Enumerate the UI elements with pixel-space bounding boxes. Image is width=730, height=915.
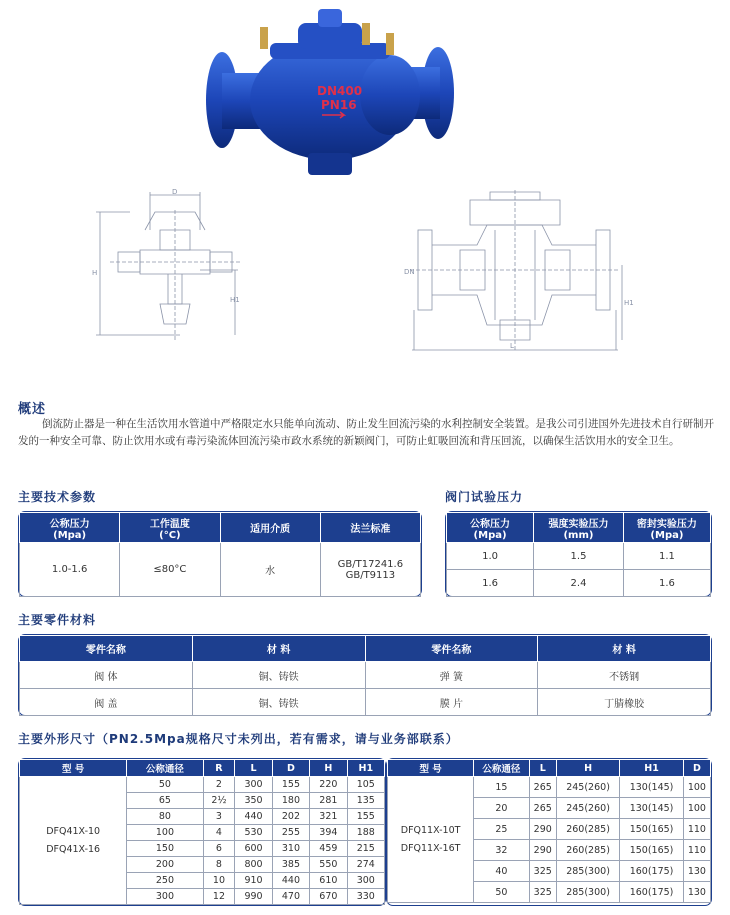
dim-model-cell: DFQ11X-10T DFQ11X-16T	[388, 777, 474, 903]
dim-cell: 3	[203, 809, 235, 825]
dim-cell: 440	[235, 809, 272, 825]
tech-cell-pressure: 1.0-1.6	[20, 543, 120, 597]
materials-table	[18, 634, 712, 716]
dim-cell: 260(285)	[556, 819, 619, 840]
materials-cell: 阀 体	[20, 662, 193, 689]
dim-cell: 670	[310, 889, 347, 905]
dim-cell: 250	[127, 873, 203, 889]
dim-cell: 50	[127, 777, 203, 793]
dim-cell: 160(175)	[620, 882, 683, 903]
dim-cell: 285(300)	[556, 861, 619, 882]
svg-text:DN: DN	[404, 268, 415, 276]
dim-header: 型 号	[388, 760, 474, 777]
dim-cell: 550	[310, 857, 347, 873]
dim-cell: 180	[272, 793, 309, 809]
valve-product-image	[200, 5, 460, 185]
materials-cell: 丁腈橡胶	[538, 689, 711, 716]
product-marking-pn: PN16	[321, 98, 357, 112]
dim-header: L	[529, 760, 556, 777]
dim-cell: 40	[474, 861, 529, 882]
dim-cell: 385	[272, 857, 309, 873]
tech-header-pressure: 公称压力 (Mpa)	[20, 513, 120, 543]
materials-cell: 弹 簧	[365, 662, 538, 689]
dim-cell: 2	[203, 777, 235, 793]
product-marking-dn: DN400	[317, 84, 363, 98]
dim-header: R	[203, 760, 235, 777]
dim-header: H1	[620, 760, 683, 777]
dim-cell: 290	[529, 819, 556, 840]
dim-cell: 600	[235, 841, 272, 857]
dim-cell: 265	[529, 777, 556, 798]
dim-cell: 100	[683, 798, 710, 819]
dim-cell: 105	[347, 777, 384, 793]
test-header-strength: 强度实验压力 (mm)	[534, 513, 624, 543]
dim-cell: 285(300)	[556, 882, 619, 903]
dim-cell: 110	[683, 819, 710, 840]
dim-cell: 155	[347, 809, 384, 825]
test-pressure-title: 阀门试验压力	[445, 490, 524, 504]
materials-title: 主要零件材料	[18, 613, 97, 627]
table-row	[20, 689, 711, 716]
dim-cell: 610	[310, 873, 347, 889]
dim-cell: 220	[310, 777, 347, 793]
svg-text:H: H	[92, 269, 98, 277]
dim-cell: 330	[347, 889, 384, 905]
dim-header: D	[683, 760, 710, 777]
materials-cell: 铜、铸铁	[192, 662, 365, 689]
dim-cell: 800	[235, 857, 272, 873]
tech-cell-medium: 水	[220, 543, 320, 597]
tech-cell-flange: GB/T17241.6 GB/T9113	[320, 543, 420, 597]
dim-cell: 6	[203, 841, 235, 857]
dim-cell: 325	[529, 861, 556, 882]
dim-cell: 25	[474, 819, 529, 840]
dim-header: 公称通径	[474, 760, 529, 777]
dim-cell: 130(145)	[620, 777, 683, 798]
dimensions-title	[18, 730, 459, 747]
dim-model-cell: DFQ41X-10 DFQ41X-16	[20, 777, 127, 905]
dim-cell: 32	[474, 840, 529, 861]
dim-cell: 10	[203, 873, 235, 889]
dim-cell: 260(285)	[556, 840, 619, 861]
test-cell: 1.1	[623, 543, 710, 570]
dim-cell: 150	[127, 841, 203, 857]
dim-cell: 394	[310, 825, 347, 841]
dim-cell: 15	[474, 777, 529, 798]
overview-text: 倒流防止器是一种在生活饮用水管道中严格限定水只能单向流动、防止发生回流污染的水利控制安全装置。是我公司引进国外先进技术自行研制开发的一种安全可靠、防止饮用水或有毒污染流体回流污染市政水系统的新颖阀门，可防止虹吸回流和背压回流，以确保生活饮用水的安全卫生。	[18, 418, 714, 447]
dim-cell: 274	[347, 857, 384, 873]
dim-cell: 325	[529, 882, 556, 903]
dim-cell: 290	[529, 840, 556, 861]
dim-cell: 150(165)	[620, 819, 683, 840]
materials-header-part: 零件名称	[20, 636, 193, 662]
dim-cell: 215	[347, 841, 384, 857]
svg-text:L: L	[510, 342, 514, 350]
table-row	[388, 777, 711, 798]
dim-cell: 300	[347, 873, 384, 889]
dim-cell: 110	[683, 840, 710, 861]
dim-header: H1	[347, 760, 384, 777]
dim-cell: 80	[127, 809, 203, 825]
materials-header-material: 材 料	[538, 636, 711, 662]
dim-cell: 100	[683, 777, 710, 798]
dim-cell: 150(165)	[620, 840, 683, 861]
dim-cell: 255	[272, 825, 309, 841]
dim-cell: 4	[203, 825, 235, 841]
dim-cell: 245(260)	[556, 798, 619, 819]
dim-cell: 135	[347, 793, 384, 809]
test-pressure-table	[445, 511, 712, 597]
test-cell: 1.0	[447, 543, 534, 570]
dim-cell: 50	[474, 882, 529, 903]
tech-params-title: 主要技术参数	[18, 490, 97, 504]
svg-text:H1: H1	[230, 296, 240, 304]
dim-header: H	[310, 760, 347, 777]
test-cell: 2.4	[534, 570, 624, 597]
test-cell: 1.5	[534, 543, 624, 570]
dim-cell: 2½	[203, 793, 235, 809]
dim-cell: 12	[203, 889, 235, 905]
dim-cell: 265	[529, 798, 556, 819]
dim-cell: 459	[310, 841, 347, 857]
dim-cell: 530	[235, 825, 272, 841]
dimensions-table-right	[386, 758, 712, 906]
dim-cell: 130	[683, 861, 710, 882]
external-dimension-drawing	[90, 190, 260, 350]
dim-header: L	[235, 760, 272, 777]
dim-cell: 130	[683, 882, 710, 903]
dim-cell: 910	[235, 873, 272, 889]
dim-header: D	[272, 760, 309, 777]
dim-cell: 470	[272, 889, 309, 905]
svg-text:D: D	[172, 188, 178, 196]
overview-title: 概述	[18, 402, 47, 417]
dim-cell: 130(145)	[620, 798, 683, 819]
tech-header-flange: 法兰标准	[320, 513, 420, 543]
dim-cell: 440	[272, 873, 309, 889]
table-row	[447, 570, 711, 597]
table-row	[20, 777, 385, 793]
dimensions-title-text: 主要外形尺寸	[18, 732, 97, 746]
dim-cell: 990	[235, 889, 272, 905]
dim-header: H	[556, 760, 619, 777]
tech-header-medium: 适用介质	[220, 513, 320, 543]
dim-cell: 350	[235, 793, 272, 809]
dim-cell: 100	[127, 825, 203, 841]
materials-cell: 膜 片	[365, 689, 538, 716]
dim-cell: 300	[127, 889, 203, 905]
test-cell: 1.6	[447, 570, 534, 597]
dim-cell: 20	[474, 798, 529, 819]
dim-cell: 188	[347, 825, 384, 841]
test-header-seal: 密封实验压力 (Mpa)	[623, 513, 710, 543]
table-row	[447, 543, 711, 570]
svg-text:H1: H1	[624, 299, 634, 307]
table-row	[20, 662, 711, 689]
dimensions-note: （PN2.5Mpa规格尺寸未列出，若有需求，请与业务部联系）	[96, 732, 459, 746]
dim-cell: 155	[272, 777, 309, 793]
materials-header-material: 材 料	[192, 636, 365, 662]
test-cell: 1.6	[623, 570, 710, 597]
dim-cell: 200	[127, 857, 203, 873]
dim-cell: 245(260)	[556, 777, 619, 798]
dim-cell: 160(175)	[620, 861, 683, 882]
dim-cell: 300	[235, 777, 272, 793]
dim-cell: 202	[272, 809, 309, 825]
materials-cell: 阀 盖	[20, 689, 193, 716]
dim-cell: 281	[310, 793, 347, 809]
dim-header: 公称通径	[127, 760, 203, 777]
dim-cell: 8	[203, 857, 235, 873]
test-header-nominal: 公称压力 (Mpa)	[447, 513, 534, 543]
tech-cell-temp: ≤80°C	[120, 543, 220, 597]
dim-cell: 321	[310, 809, 347, 825]
dim-cell: 65	[127, 793, 203, 809]
materials-header-part: 零件名称	[365, 636, 538, 662]
tech-header-temp: 工作温度 (°C)	[120, 513, 220, 543]
materials-cell: 不锈钢	[538, 662, 711, 689]
tech-params-table	[18, 511, 422, 597]
materials-cell: 铜、铸铁	[192, 689, 365, 716]
cross-section-drawing	[400, 190, 634, 355]
dim-header: 型 号	[20, 760, 127, 777]
dim-cell: 310	[272, 841, 309, 857]
dimensions-table-left	[18, 758, 386, 906]
